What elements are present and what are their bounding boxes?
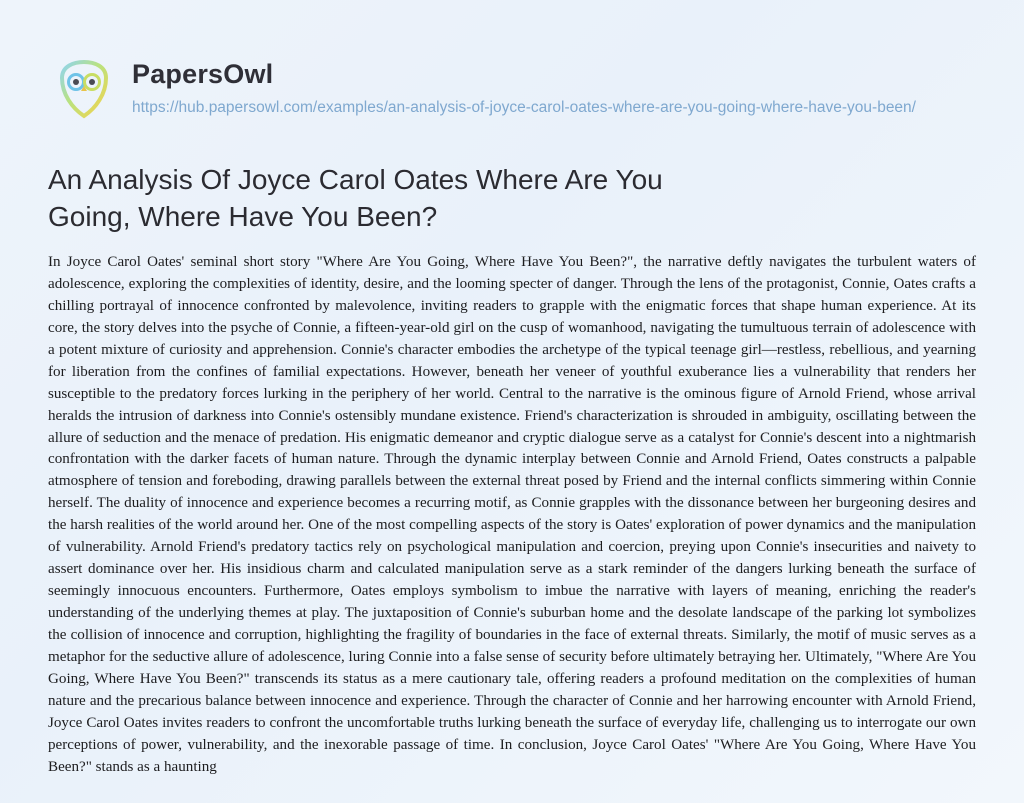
site-header — [48, 0, 976, 120]
source-url[interactable]: https://hub.papersowl.com/examples/an-analysis-of-joyce-carol-oates-where-are-you-going-where-have-you-been/ — [132, 98, 916, 116]
owl-logo-icon[interactable] — [52, 56, 116, 120]
brand-name: PapersOwl — [132, 59, 274, 89]
brand-block — [132, 52, 916, 119]
page-title: An Analysis Of Joyce Carol Oates Where Are You Going, Where Have You Been? — [48, 164, 663, 232]
article-body: In Joyce Carol Oates' seminal short story "Where Are You Going, Where Have You Been?", the narrative deftly navigates the turbulent waters of adolescence, exploring the complexities of identity, desire, and the looming specter of danger. Through the lens of the protagonist, Connie, Oates crafts a chilling portrayal of innocence confronted by malevolence, inviting readers to grapple with the enigmatic forces that shape human experience. At its core, the story delves into the psyche of Connie, a fifteen-year-old girl on the cusp of womanhood, navigating the tumultuous terrain of adolescence with a potent mixture of curiosity and apprehension. Connie's character embodies the archetype of the typical teenage girl—restless, rebellious, and yearning for liberation from the confines of familial expectations. However, beneath her veneer of youthful exuberance lies a vulnerability that renders her susceptible to the predatory forces lurking in the periphery of her world. Central to the narrative is the ominous figure of Arnold Friend, whose arrival heralds the intrusion of darkness into Connie's ostensibly mundane existence. Friend's characterization is shrouded in ambiguity, oscillating between the allure of seduction and the menace of predation. His enigmatic demeanor and cryptic dialogue serve as a catalyst for Connie's descent into a nightmarish confrontation with the darker facets of human nature. Through the dynamic interplay between Connie and Arnold Friend, Oates constructs a palpable atmosphere of tension and foreboding, drawing parallels between the external threat posed by Friend and the internal conflicts simmering within Connie herself. The duality of innocence and experience becomes a recurring motif, as Connie grapples with the dissonance between her burgeoning desires and the harsh realities of the world around her. One of the most compelling aspects of the story is Oates' exploration of power dynamics and the manipulation of vulnerability. Arnold Friend's predatory tactics rely on psychological manipulation and coercion, preying upon Connie's insecurities and naivety to assert dominance over her. His insidious charm and calculated manipulation serve as a stark reminder of the dangers lurking beneath the surface of seemingly innocuous encounters. Furthermore, Oates employs symbolism to imbue the narrative with layers of meaning, enriching the reader's understanding of the underlying themes at play. The juxtaposition of Connie's suburban home and the desolate landscape of the parking lot symbolizes the collision of innocence and corruption, highlighting the fragility of boundaries in the face of external threats. Similarly, the motif of music serves as a metaphor for the seductive allure of adolescence, luring Connie into a false sense of security before ultimately betraying her. Ultimately, "Where Are You Going, Where Have You Been?" transcends its status as a mere cautionary tale, offering readers a profound meditation on the complexities of human nature and the precarious balance between innocence and experience. Through the character of Connie and her harrowing encounter with Arnold Friend, Joyce Carol Oates invites readers to confront the uncomfortable truths lurking beneath the surface of everyday life, challenging us to interrogate our own perceptions of power, vulnerability, and the inexorable passage of time. In conclusion, Joyce Carol Oates' "Where Are You Going, Where Have You Been?" stands as a haunting — [48, 253, 976, 775]
